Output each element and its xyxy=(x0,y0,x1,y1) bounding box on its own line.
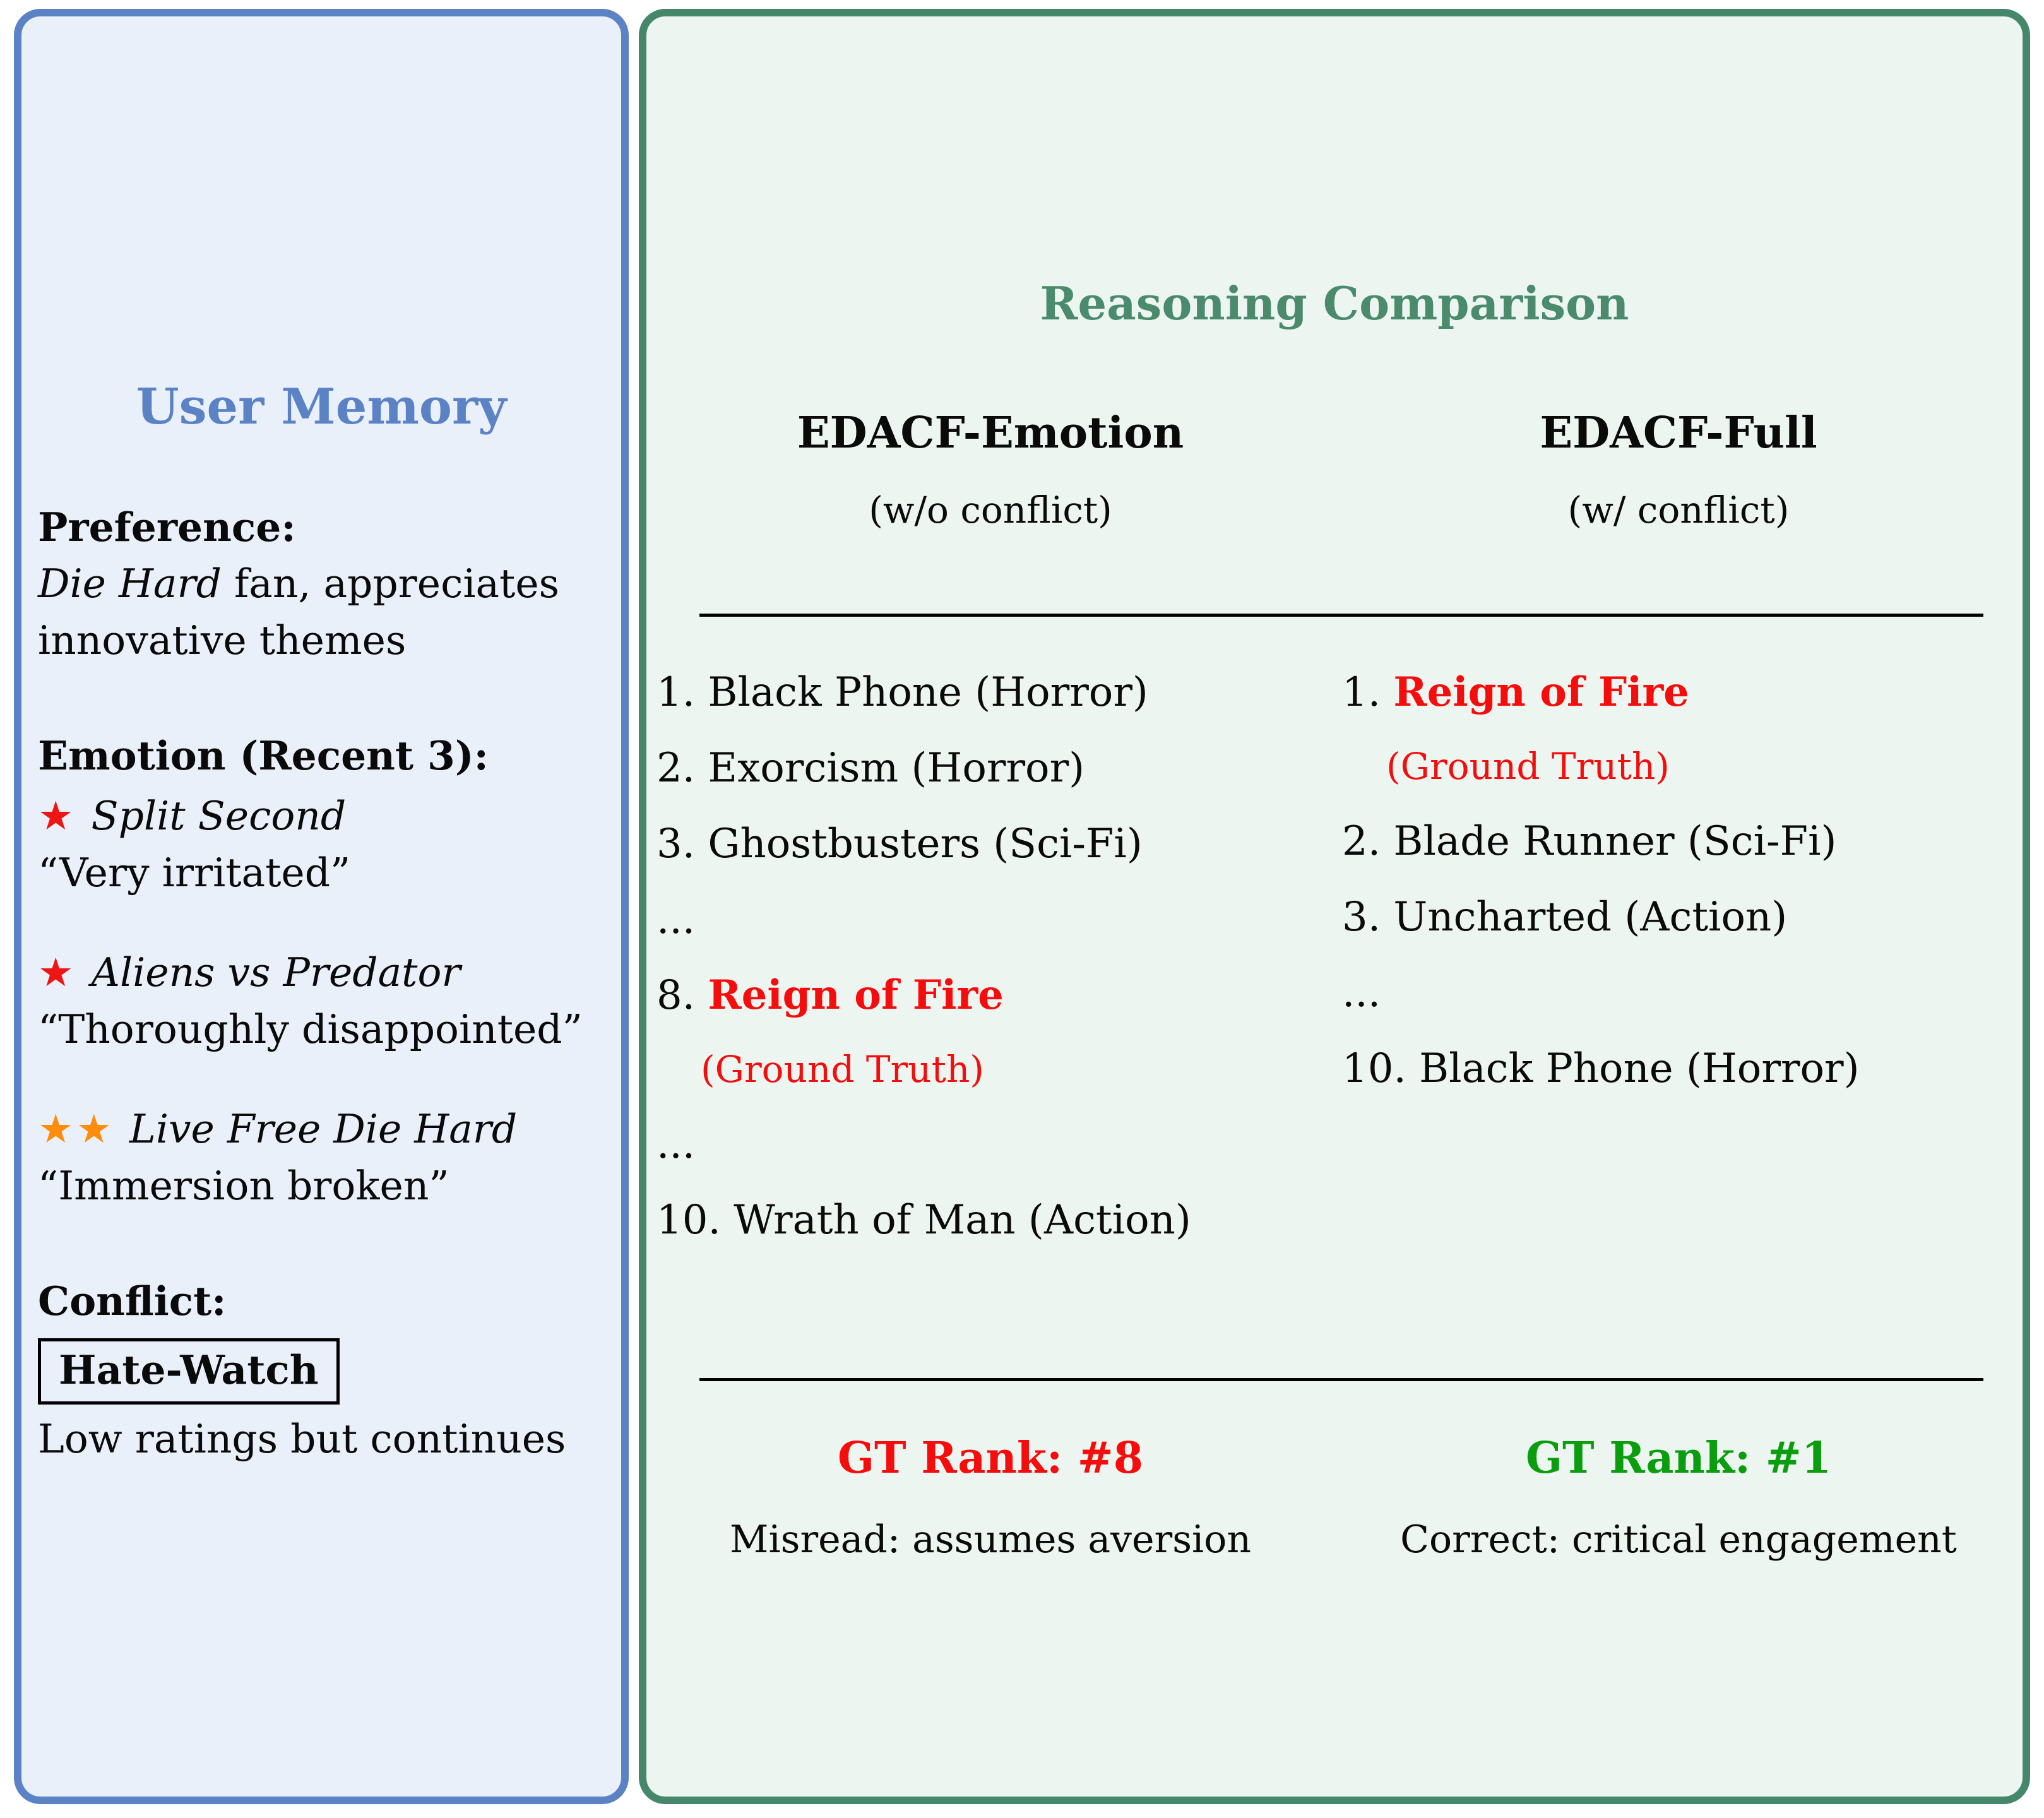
emotion-quote: “Thoroughly disappointed” xyxy=(38,1006,583,1053)
movie-rank: 3. xyxy=(1342,893,1394,941)
movie-rank: 1. xyxy=(1342,668,1394,716)
movie-list-item xyxy=(1342,817,2023,865)
list-ellipsis xyxy=(1342,969,2023,1016)
column-headers xyxy=(646,408,2023,532)
movie-list-item xyxy=(1342,1045,2023,1092)
emotion-movie-line xyxy=(38,1101,605,1158)
list-ellipsis xyxy=(657,896,1334,943)
user-memory-title: User Memory xyxy=(136,378,507,436)
result-full xyxy=(1334,1433,2023,1563)
emotion-entry xyxy=(38,788,605,901)
panel-reasoning-comparison xyxy=(639,9,2030,1804)
verdict-full: Correct: critical engagement xyxy=(1400,1518,1957,1562)
preference-label: Preference: xyxy=(38,503,296,550)
edacf-full-subheader: (w/ conflict) xyxy=(1567,488,1790,532)
edacf-full-header: EDACF-Full xyxy=(1540,408,1817,459)
conflict-badge: Hate-Watch xyxy=(38,1338,340,1405)
movie-title: Black Phone (Horror) xyxy=(1419,1045,1860,1092)
edacf-emotion-header: EDACF-Emotion xyxy=(797,408,1184,459)
movie-title: Live Free Die Hard xyxy=(129,1106,518,1153)
reasoning-comparison-title: Reasoning Comparison xyxy=(1040,276,1629,330)
emotion-movie-line xyxy=(38,944,605,1001)
edacf-emotion-subheader: (w/o conflict) xyxy=(869,488,1112,532)
ranking-list-emotion xyxy=(646,668,1334,1276)
preference-text: fan, appreciates xyxy=(221,560,559,607)
column-header-full xyxy=(1334,408,2023,532)
movie-rank: 2. xyxy=(657,744,708,792)
emotion-entry xyxy=(38,1101,605,1215)
movie-title: Blade Runner (Sci-Fi) xyxy=(1393,817,1837,865)
movie-rank: 8. xyxy=(657,971,708,1019)
preference-line-1 xyxy=(38,556,605,612)
movie-title: Reign of Fire xyxy=(1393,668,1689,716)
divider-top xyxy=(699,614,1983,617)
emotion-block xyxy=(38,727,605,1215)
conflict-note: Low ratings but continues xyxy=(38,1416,566,1463)
column-header-emotion xyxy=(646,408,1334,532)
movie-rank: 10. xyxy=(657,1196,734,1244)
movie-rank: 1. xyxy=(657,668,708,716)
movie-list-item xyxy=(657,971,1334,1019)
list-ellipsis xyxy=(657,1120,1334,1168)
movie-title: Black Phone (Horror) xyxy=(708,668,1148,716)
movie-title: Aliens vs Predator xyxy=(91,949,461,995)
gt-rank-full: GT Rank: #1 xyxy=(1525,1432,1832,1483)
red-star-icon: ★ xyxy=(38,949,92,995)
panel-user-memory xyxy=(14,9,629,1804)
preference-line-2: innovative themes xyxy=(38,617,407,663)
ground-truth-label: (Ground Truth) xyxy=(1386,744,1670,788)
emotion-entry xyxy=(38,944,605,1058)
movie-list-item xyxy=(657,668,1334,716)
movie-list-item xyxy=(657,1196,1334,1244)
gt-rank-emotion: GT Rank: #8 xyxy=(837,1432,1144,1483)
emotion-quote: “Immersion broken” xyxy=(38,1163,449,1209)
movie-rank: 3. xyxy=(657,820,708,867)
movie-list-item xyxy=(1342,893,2023,941)
ground-truth-label: (Ground Truth) xyxy=(701,1047,984,1091)
emotion-quote: “Very irritated” xyxy=(38,849,351,896)
result-emotion xyxy=(646,1433,1334,1563)
user-memory-body xyxy=(21,499,621,1468)
ranking-lists xyxy=(646,668,2023,1276)
movie-title: Exorcism (Horror) xyxy=(708,744,1085,792)
emotion-label: Emotion (Recent 3): xyxy=(38,732,489,779)
movie-title: Die Hard xyxy=(38,560,222,607)
emotion-movie-line xyxy=(38,788,605,845)
preference-block xyxy=(38,499,605,669)
movie-title: Uncharted (Action) xyxy=(1393,893,1788,941)
movie-title: Wrath of Man (Action) xyxy=(734,1196,1191,1244)
ellipsis-text: ... xyxy=(1342,969,1381,1016)
movie-title: Ghostbusters (Sci-Fi) xyxy=(708,820,1143,867)
movie-title: Reign of Fire xyxy=(708,971,1004,1019)
movie-rank: 2. xyxy=(1342,817,1394,865)
movie-rank: 10. xyxy=(1342,1045,1420,1092)
movie-title: Split Second xyxy=(91,792,347,839)
ellipsis-text: ... xyxy=(657,1120,696,1168)
emotion-entries xyxy=(38,788,605,1215)
conflict-label: Conflict: xyxy=(38,1278,227,1325)
movie-list-item xyxy=(657,820,1334,867)
orange-star-icon: ★★ xyxy=(38,1106,129,1153)
ellipsis-text: ... xyxy=(657,896,696,943)
verdict-emotion: Misread: assumes aversion xyxy=(730,1518,1251,1562)
result-footers xyxy=(646,1433,2023,1563)
movie-list-item xyxy=(657,744,1334,792)
divider-bottom xyxy=(699,1378,1983,1381)
red-star-icon: ★ xyxy=(38,792,92,839)
movie-list-item xyxy=(1342,668,2023,716)
ranking-list-full xyxy=(1334,668,2023,1276)
conflict-block xyxy=(38,1273,605,1468)
